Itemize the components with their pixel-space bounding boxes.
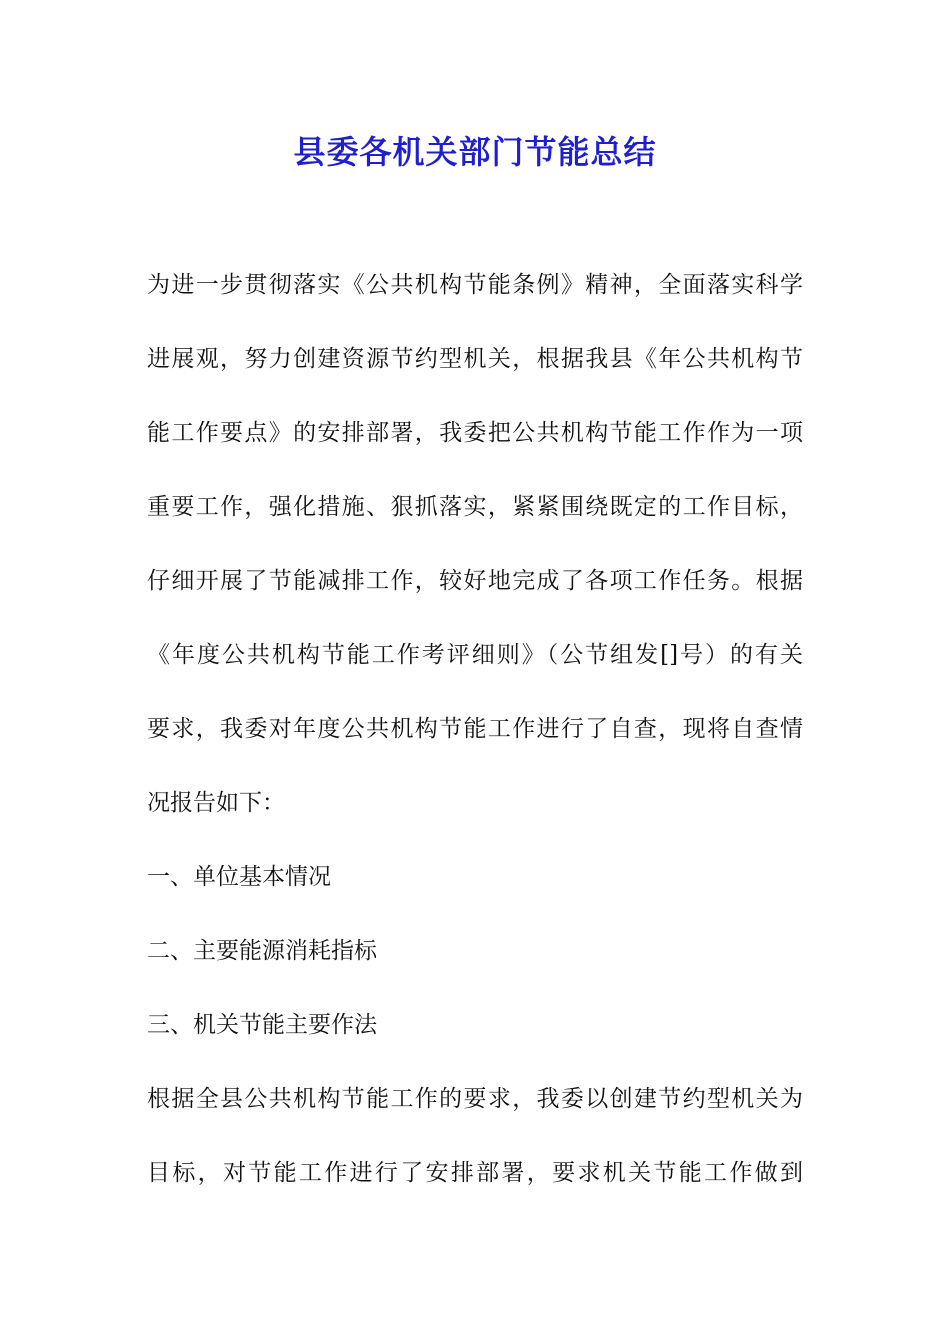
paragraph-line: 要求，我委对年度公共机构节能工作进行了自查，现将自查情 <box>147 716 803 742</box>
section-heading: 二、主要能源消耗指标 <box>147 938 377 964</box>
paragraph-line: 重要工作，强化措施、狠抓落实，紧紧围绕既定的工作目标， <box>147 494 803 520</box>
section-heading: 三、机关节能主要作法 <box>147 1012 377 1038</box>
paragraph-line: 目标，对节能工作进行了安排部署，要求机关节能工作做到 <box>147 1160 803 1186</box>
paragraph-line: 仔细开展了节能减排工作，较好地完成了各项工作任务。根据 <box>147 568 803 594</box>
paragraph-line: 为进一步贯彻落实《公共机构节能条例》精神，全面落实科学 <box>147 272 803 298</box>
document-title: 县委各机关部门节能总结 <box>293 133 657 171</box>
section-heading: 一、单位基本情况 <box>147 864 331 890</box>
paragraph-line: 《年度公共机构节能工作考评细则》（公节组发[]号）的有关 <box>147 642 803 668</box>
paragraph-line: 根据全县公共机构节能工作的要求，我委以创建节约型机关为 <box>147 1086 803 1112</box>
paragraph-line: 进展观，努力创建资源节约型机关，根据我县《年公共机构节 <box>147 346 803 372</box>
document-body <box>147 260 803 1222</box>
paragraph-line: 况报告如下： <box>147 790 285 816</box>
paragraph-line: 能工作要点》的安排部署，我委把公共机构节能工作作为一项 <box>147 420 803 446</box>
